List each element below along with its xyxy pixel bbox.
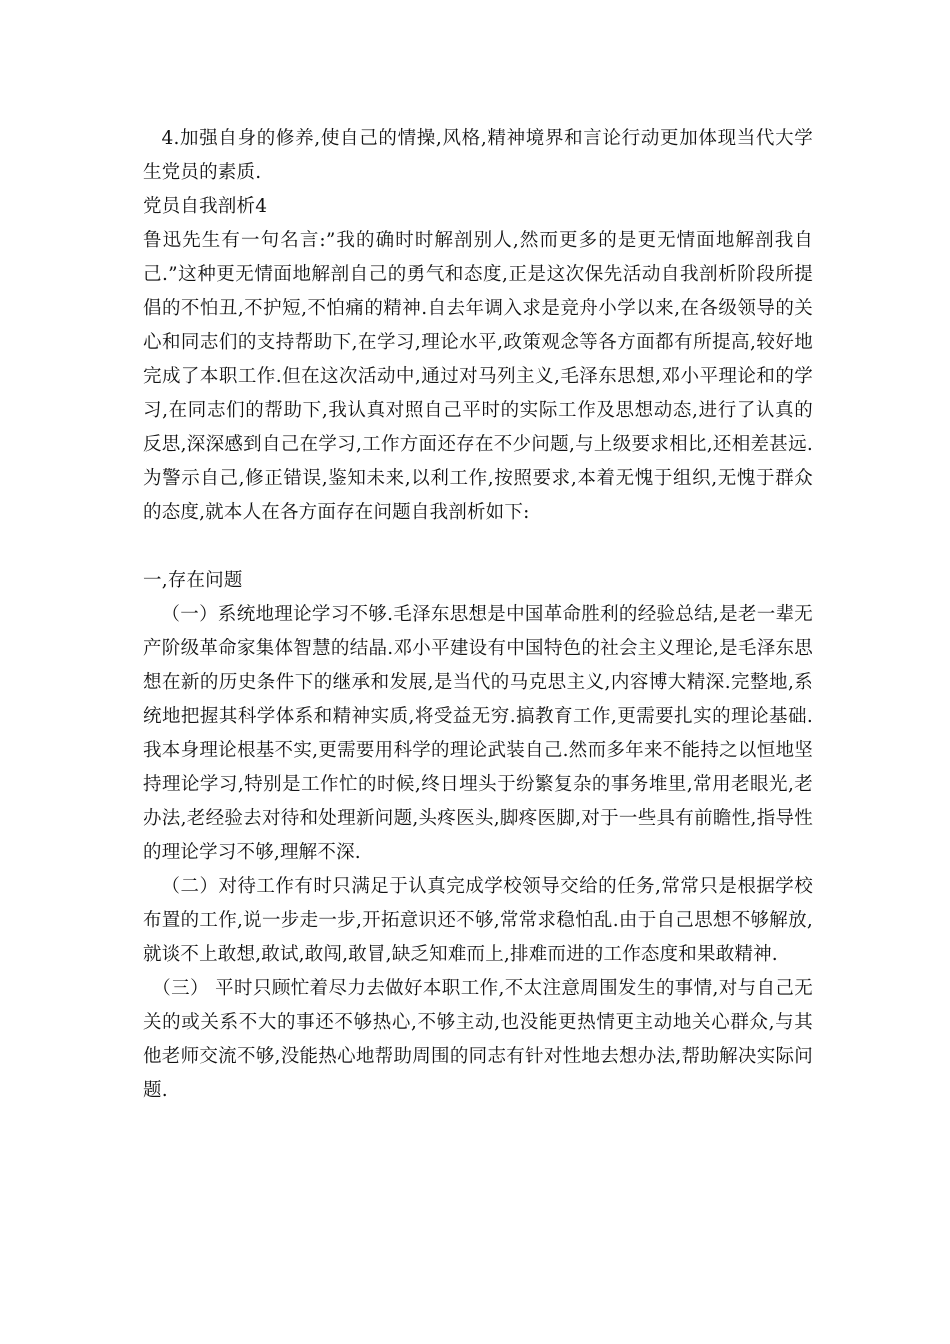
intro-paragraph: 鲁迅先生有一句名言:”我的确时时解剖别人,然而更多的是更无情面地解剖我自己.”这种更无情面地解剖自己的勇气和态度,正是这次保先活动自我剖析阶段所提倡的不怕丑,不护短,不怕痛的精神.自去年调入求是竞舟小学以来,在各级领导的关心和同志们的支持帮助下,在学习,理论水平,政策观念等各方面都有所提高,较好地完成了本职工作.但在这次活动中,通过对马列主义,毛泽东思想,邓小平理论和的学习,在同志们的帮助下,我认真对照自己平时的实际工作及思想动态,进行了认真的反思,深深感到自己在学习,工作方面还存在不少问题,与上级要求相比,还相差甚远.为警示自己,修正错误,鉴知未来,以利工作,按照要求,本着无愧于组织,无愧于群众的态度,就本人在各方面存在问题自我剖析如下: bbox=[143, 230, 813, 523]
subsection-heading: 一,存在问题 bbox=[143, 570, 243, 591]
problem-3-paragraph: （三） 平时只顾忙着尽力去做好本职工作,不太注意周围发生的事情,对与自己无关的或关系不大的事还不够热心,不够主动,也没能更热情更主动地关心群众,与其他老师交流不够,没能热心地帮助周围的同志有针对性地去想办法,帮助解决实际问题. bbox=[143, 978, 813, 1101]
problem-2-paragraph: （二）对待工作有时只满足于认真完成学校领导交给的任务,常常只是根据学校布置的工作,说一步走一步,开拓意识还不够,常常求稳怕乱.由于自己思想不够解放,就谈不上敢想,敢试,敢闯,敢冒,缺乏知难而上,排难而进的工作态度和果敢精神. bbox=[143, 876, 813, 965]
document-body bbox=[143, 122, 813, 1108]
item-4-paragraph: 4.加强自身的修养,使自己的情操,风格,精神境界和言论行动更加体现当代大学生党员的素质. bbox=[143, 128, 813, 183]
section-heading: 党员自我剖析4 bbox=[143, 196, 268, 217]
problem-1-paragraph: （一）系统地理论学习不够.毛泽东思想是中国革命胜利的经验总结,是老一辈无产阶级革命家集体智慧的结晶.邓小平建设有中国特色的社会主义理论,是毛泽东思想在新的历史条件下的继承和发展,是当代的马克思主义,内容博大精深.完整地,系统地把握其科学体系和精神实质,将受益无穷.搞教育工作,更需要扎实的理论基础.我本身理论根基不实,更需要用科学的理论武装自己.然而多年来不能持之以恒地坚持理论学习,特别是工作忙的时候,终日埋头于纷繁复杂的事务堆里,常用老眼光,老办法,老经验去对待和处理新问题,头疼医头,脚疼医脚,对于一些具有前瞻性,指导性的理论学习不够,理解不深. bbox=[143, 604, 813, 863]
